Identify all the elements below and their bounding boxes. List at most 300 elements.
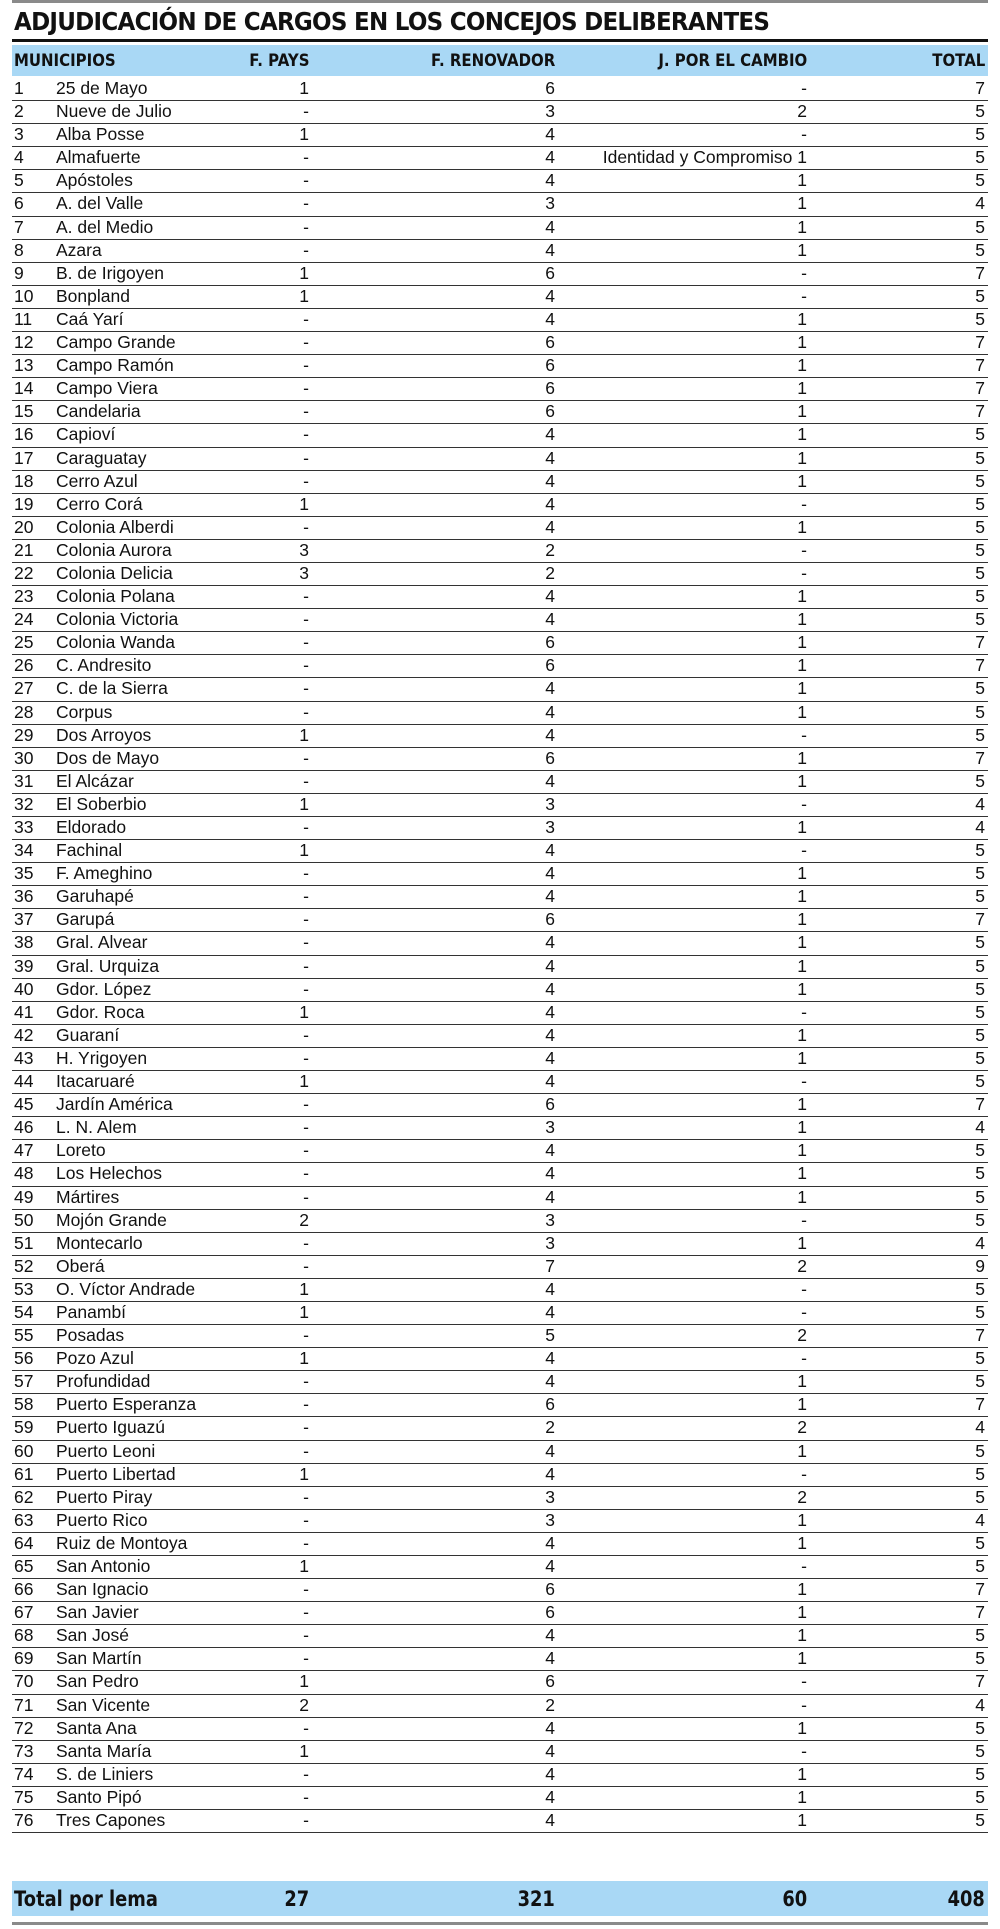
row-number: 71 (14, 1694, 34, 1715)
f-renovador-value: 6 (545, 747, 555, 768)
totals-total: 408 (947, 1887, 985, 1911)
row-number: 70 (14, 1671, 34, 1692)
total-value: 5 (975, 539, 985, 560)
municipio-name: San Vicente (56, 1694, 151, 1715)
row-number: 32 (14, 793, 34, 814)
j-por-el-cambio-value: - (801, 1694, 807, 1715)
f-renovador-value: 4 (545, 124, 555, 145)
f-pays-value: 2 (299, 1209, 309, 1230)
total-value: 5 (975, 239, 985, 260)
row-number: 7 (14, 216, 24, 237)
j-por-el-cambio-value: 1 (797, 1602, 807, 1623)
f-pays-value: 1 (299, 1071, 309, 1092)
f-pays-value: - (303, 609, 309, 630)
table-row (12, 424, 988, 447)
j-por-el-cambio-value: 1 (797, 239, 807, 260)
j-por-el-cambio-value: 1 (797, 1394, 807, 1415)
row-number: 72 (14, 1717, 34, 1738)
municipio-name: H. Yrigoyen (56, 1047, 148, 1068)
row-number: 1 (14, 78, 24, 98)
j-por-el-cambio-value: - (801, 1671, 807, 1692)
table-row (12, 655, 988, 678)
row-number: 4 (14, 147, 24, 168)
f-renovador-value: 2 (545, 1417, 555, 1438)
f-pays-value: 1 (299, 724, 309, 745)
f-renovador-value: 3 (545, 793, 555, 814)
municipio-name: Nueve de Julio (56, 101, 172, 122)
f-renovador-value: 4 (545, 724, 555, 745)
f-pays-value: 1 (299, 793, 309, 814)
row-number: 15 (14, 401, 34, 422)
table-row (12, 771, 988, 794)
table-body (12, 78, 988, 1833)
municipio-name: C. Andresito (56, 655, 152, 676)
municipio-name: Mojón Grande (56, 1209, 167, 1230)
table-row (12, 609, 988, 632)
row-number: 54 (14, 1301, 34, 1322)
j-por-el-cambio-value: - (801, 493, 807, 514)
table-header (12, 45, 988, 76)
f-pays-value: - (303, 170, 309, 191)
f-renovador-value: 4 (545, 516, 555, 537)
j-por-el-cambio-value: Identidad y Compromiso 1 (602, 147, 807, 168)
j-por-el-cambio-value: 1 (797, 1717, 807, 1738)
f-pays-value: - (303, 955, 309, 976)
row-number: 26 (14, 655, 34, 676)
f-renovador-value: 4 (545, 701, 555, 722)
f-pays-value: - (303, 1232, 309, 1253)
row-number: 46 (14, 1117, 34, 1138)
municipio-name: Puerto Libertad (56, 1463, 176, 1484)
row-number: 47 (14, 1140, 34, 1161)
table-row (12, 1625, 988, 1648)
total-value: 7 (975, 1394, 985, 1415)
f-renovador-value: 4 (545, 1463, 555, 1484)
j-por-el-cambio-value: - (801, 78, 807, 98)
f-renovador-value: 6 (545, 909, 555, 930)
table-row (12, 1394, 988, 1417)
municipio-name: S. de Liniers (56, 1763, 154, 1784)
table-row (12, 725, 988, 748)
row-number: 49 (14, 1186, 34, 1207)
municipio-name: Puerto Rico (56, 1509, 148, 1530)
f-pays-value: - (303, 1532, 309, 1553)
f-renovador-value: 4 (545, 955, 555, 976)
row-number: 43 (14, 1047, 34, 1068)
f-renovador-value: 6 (545, 1094, 555, 1115)
table-row (12, 263, 988, 286)
j-por-el-cambio-value: 1 (797, 678, 807, 699)
f-renovador-value: 6 (545, 262, 555, 283)
totals-f-pays: 27 (284, 1887, 309, 1911)
f-pays-value: 1 (299, 1671, 309, 1692)
municipio-name: Campo Ramón (56, 355, 174, 376)
municipio-name: Colonia Wanda (56, 632, 176, 653)
row-number: 33 (14, 817, 34, 837)
row-number: 66 (14, 1579, 34, 1600)
total-value: 7 (975, 1094, 985, 1115)
table-row (12, 563, 988, 586)
totals-j-por-el-cambio: 60 (782, 1887, 807, 1911)
f-renovador-value: 6 (545, 78, 555, 98)
row-number: 40 (14, 978, 34, 999)
total-value: 5 (975, 955, 985, 976)
table-row (12, 1279, 988, 1302)
table-row (12, 494, 988, 517)
row-number: 48 (14, 1163, 34, 1184)
row-number: 28 (14, 701, 34, 722)
j-por-el-cambio-value: 1 (797, 1625, 807, 1646)
table-row (12, 1256, 988, 1279)
total-value: 7 (975, 632, 985, 653)
total-value: 5 (975, 1071, 985, 1092)
municipio-name: Corpus (56, 701, 113, 722)
row-number: 30 (14, 747, 34, 768)
j-por-el-cambio-value: 1 (797, 447, 807, 468)
f-renovador-value: 6 (545, 632, 555, 653)
f-renovador-value: 6 (545, 332, 555, 353)
f-renovador-value: 4 (545, 609, 555, 630)
municipio-name: Guaraní (56, 1024, 120, 1045)
f-pays-value: - (303, 1024, 309, 1045)
total-value: 9 (975, 1255, 985, 1276)
f-pays-value: - (303, 632, 309, 653)
table-row (12, 1602, 988, 1625)
table-row (12, 1787, 988, 1810)
f-renovador-value: 4 (545, 1786, 555, 1807)
f-pays-value: - (303, 1417, 309, 1438)
j-por-el-cambio-value: 1 (797, 886, 807, 907)
j-por-el-cambio-value: 1 (797, 1509, 807, 1530)
table-row (12, 1556, 988, 1579)
row-number: 56 (14, 1348, 34, 1369)
f-pays-value: 1 (299, 262, 309, 283)
j-por-el-cambio-value: 1 (797, 863, 807, 884)
total-value: 5 (975, 101, 985, 122)
total-value: 5 (975, 1532, 985, 1553)
header-total: TOTAL (931, 51, 985, 71)
municipio-name: Cerro Corá (56, 493, 143, 514)
total-value: 7 (975, 1602, 985, 1623)
row-number: 74 (14, 1763, 34, 1784)
total-value: 4 (975, 1232, 985, 1253)
table-row (12, 979, 988, 1002)
table-row (12, 1417, 988, 1440)
total-value: 7 (975, 78, 985, 98)
f-pays-value: - (303, 1579, 309, 1600)
total-value: 5 (975, 1810, 985, 1831)
j-por-el-cambio-value: 1 (797, 401, 807, 422)
table-row (12, 1671, 988, 1694)
j-por-el-cambio-value: 1 (797, 1371, 807, 1392)
f-pays-value: 1 (299, 493, 309, 514)
table-row (12, 147, 988, 170)
municipio-name: Gdor. López (56, 978, 152, 999)
j-por-el-cambio-value: 1 (797, 1047, 807, 1068)
municipio-name: B. de Irigoyen (56, 262, 164, 283)
f-pays-value: - (303, 193, 309, 214)
j-por-el-cambio-value: 1 (797, 978, 807, 999)
f-pays-value: 3 (299, 562, 309, 583)
table-row (12, 1140, 988, 1163)
f-renovador-value: 4 (545, 470, 555, 491)
j-por-el-cambio-value: 1 (797, 909, 807, 930)
f-pays-value: - (303, 1648, 309, 1669)
f-renovador-value: 4 (545, 886, 555, 907)
table-row (12, 1487, 988, 1510)
f-renovador-value: 4 (545, 1532, 555, 1553)
table-row (12, 1325, 988, 1348)
row-number: 6 (14, 193, 24, 214)
table-row (12, 586, 988, 609)
f-pays-value: 2 (299, 1694, 309, 1715)
j-por-el-cambio-value: 1 (797, 1163, 807, 1184)
f-pays-value: - (303, 101, 309, 122)
f-renovador-value: 4 (545, 170, 555, 191)
title-rule (12, 39, 988, 42)
totals-f-renovador: 321 (517, 1887, 555, 1911)
table-row (12, 817, 988, 840)
f-pays-value: - (303, 655, 309, 676)
table-row (12, 1533, 988, 1556)
table-row (12, 1810, 988, 1833)
row-number: 75 (14, 1786, 34, 1807)
table-row (12, 309, 988, 332)
j-por-el-cambio-value: 1 (797, 355, 807, 376)
table-row (12, 517, 988, 540)
row-number: 12 (14, 332, 34, 353)
j-por-el-cambio-value: - (801, 1463, 807, 1484)
municipio-name: A. del Medio (56, 216, 154, 237)
header-f-renovador: F. RENOVADOR (430, 51, 555, 71)
municipio-name: Puerto Iguazú (56, 1417, 165, 1438)
f-pays-value: - (303, 586, 309, 607)
table-row (12, 1464, 988, 1487)
municipio-name: Caá Yarí (56, 308, 124, 329)
f-renovador-value: 4 (545, 932, 555, 953)
f-pays-value: 1 (299, 1740, 309, 1761)
f-pays-value: 1 (299, 1001, 309, 1022)
municipio-name: Gdor. Roca (56, 1001, 145, 1022)
municipio-name: Apóstoles (56, 170, 133, 191)
total-value: 5 (975, 1763, 985, 1784)
municipio-name: L. N. Alem (56, 1117, 137, 1138)
row-number: 16 (14, 424, 34, 445)
table-row (12, 170, 988, 193)
row-number: 60 (14, 1440, 34, 1461)
f-renovador-value: 4 (545, 1047, 555, 1068)
total-value: 5 (975, 424, 985, 445)
municipio-name: San Ignacio (56, 1579, 149, 1600)
row-number: 53 (14, 1278, 34, 1299)
row-number: 59 (14, 1417, 34, 1438)
f-renovador-value: 6 (545, 655, 555, 676)
municipio-name: Almafuerte (56, 147, 141, 168)
f-renovador-value: 4 (545, 1163, 555, 1184)
table-row (12, 1302, 988, 1325)
municipio-name: Candelaria (56, 401, 141, 422)
f-renovador-value: 6 (545, 1394, 555, 1415)
f-renovador-value: 4 (545, 1625, 555, 1646)
j-por-el-cambio-value: 1 (797, 1810, 807, 1831)
f-pays-value: - (303, 1786, 309, 1807)
municipio-name: C. de la Sierra (56, 678, 168, 699)
j-por-el-cambio-value: 2 (797, 1325, 807, 1346)
header-municipios: MUNICIPIOS (14, 51, 116, 71)
row-number: 22 (14, 562, 34, 583)
row-number: 34 (14, 840, 34, 861)
f-pays-value: 1 (299, 1348, 309, 1369)
table-row (12, 863, 988, 886)
f-pays-value: - (303, 909, 309, 930)
f-renovador-value: 4 (545, 1186, 555, 1207)
table-row (12, 101, 988, 124)
total-value: 5 (975, 124, 985, 145)
j-por-el-cambio-value: 1 (797, 701, 807, 722)
f-pays-value: - (303, 1440, 309, 1461)
municipio-name: Bonpland (56, 285, 130, 306)
f-pays-value: - (303, 424, 309, 445)
j-por-el-cambio-value: - (801, 1556, 807, 1576)
total-value: 5 (975, 147, 985, 168)
row-number: 19 (14, 493, 34, 514)
table-row (12, 1741, 988, 1764)
j-por-el-cambio-value: 1 (797, 332, 807, 353)
table-row (12, 909, 988, 932)
municipio-name: Puerto Leoni (56, 1440, 156, 1461)
f-pays-value: - (303, 1509, 309, 1530)
table-row (12, 1648, 988, 1671)
municipio-name: San José (56, 1625, 129, 1646)
total-value: 5 (975, 1625, 985, 1646)
total-value: 5 (975, 886, 985, 907)
row-number: 3 (14, 124, 24, 145)
table-row (12, 1441, 988, 1464)
f-renovador-value: 2 (545, 562, 555, 583)
row-number: 37 (14, 909, 34, 930)
f-pays-value: - (303, 770, 309, 791)
total-value: 7 (975, 378, 985, 399)
municipio-name: Cerro Azul (56, 470, 138, 491)
f-renovador-value: 4 (545, 1371, 555, 1392)
f-renovador-value: 6 (545, 1579, 555, 1600)
j-por-el-cambio-value: 1 (797, 609, 807, 630)
total-value: 5 (975, 932, 985, 953)
municipio-name: Jardín América (56, 1094, 173, 1115)
j-por-el-cambio-value: 1 (797, 1140, 807, 1161)
f-pays-value: - (303, 470, 309, 491)
j-por-el-cambio-value: 1 (797, 1186, 807, 1207)
j-por-el-cambio-value: 2 (797, 1255, 807, 1276)
f-renovador-value: 3 (545, 1486, 555, 1507)
f-pays-value: - (303, 1140, 309, 1161)
municipio-name: El Soberbio (56, 793, 147, 814)
row-number: 36 (14, 886, 34, 907)
j-por-el-cambio-value: 1 (797, 770, 807, 791)
row-number: 68 (14, 1625, 34, 1646)
f-renovador-value: 4 (545, 978, 555, 999)
j-por-el-cambio-value: 2 (797, 1486, 807, 1507)
f-renovador-value: 6 (545, 378, 555, 399)
row-number: 39 (14, 955, 34, 976)
j-por-el-cambio-value: 1 (797, 932, 807, 953)
municipio-name: Colonia Aurora (56, 539, 172, 560)
table-row (12, 886, 988, 909)
table-row (12, 1233, 988, 1256)
total-value: 5 (975, 1463, 985, 1484)
total-value: 5 (975, 447, 985, 468)
j-por-el-cambio-value: 1 (797, 424, 807, 445)
row-number: 57 (14, 1371, 34, 1392)
j-por-el-cambio-value: 1 (797, 1786, 807, 1807)
table-row (12, 193, 988, 216)
j-por-el-cambio-value: 1 (797, 955, 807, 976)
municipio-name: Colonia Victoria (56, 609, 179, 630)
f-pays-value: 1 (299, 1301, 309, 1322)
municipio-name: Los Helechos (56, 1163, 163, 1184)
table-row (12, 1187, 988, 1210)
f-pays-value: - (303, 1394, 309, 1415)
f-pays-value: - (303, 863, 309, 884)
j-por-el-cambio-value: - (801, 1209, 807, 1230)
row-number: 5 (14, 170, 24, 191)
row-number: 52 (14, 1255, 34, 1276)
table-row (12, 1718, 988, 1741)
total-value: 5 (975, 678, 985, 699)
j-por-el-cambio-value: - (801, 1301, 807, 1322)
f-pays-value: - (303, 516, 309, 537)
municipio-name: Dos de Mayo (56, 747, 160, 768)
municipio-name: Fachinal (56, 840, 123, 861)
table-row (12, 1764, 988, 1787)
total-value: 5 (975, 609, 985, 630)
f-renovador-value: 6 (545, 1671, 555, 1692)
total-value: 4 (975, 817, 985, 837)
row-number: 25 (14, 632, 34, 653)
table-row (12, 332, 988, 355)
total-value: 5 (975, 840, 985, 861)
f-renovador-value: 4 (545, 216, 555, 237)
row-number: 45 (14, 1094, 34, 1115)
row-number: 8 (14, 239, 24, 260)
total-value: 5 (975, 1348, 985, 1369)
municipio-name: Santa María (56, 1740, 152, 1761)
municipio-name: San Javier (56, 1602, 139, 1623)
municipio-name: Tres Capones (56, 1810, 166, 1831)
municipio-name: Santa Ana (56, 1717, 137, 1738)
f-pays-value: - (303, 147, 309, 168)
total-value: 7 (975, 262, 985, 283)
municipio-name: Posadas (56, 1325, 125, 1346)
j-por-el-cambio-value: 1 (797, 1117, 807, 1138)
table-row (12, 678, 988, 701)
f-renovador-value: 4 (545, 1024, 555, 1045)
f-pays-value: - (303, 1117, 309, 1138)
f-pays-value: - (303, 978, 309, 999)
f-pays-value: - (303, 817, 309, 837)
f-pays-value: - (303, 1255, 309, 1276)
total-value: 7 (975, 655, 985, 676)
table-row (12, 1025, 988, 1048)
municipio-name: Capioví (56, 424, 116, 445)
municipio-name: San Pedro (56, 1671, 139, 1692)
table-row (12, 1348, 988, 1371)
f-renovador-value: 5 (545, 1325, 555, 1346)
table-row (12, 355, 988, 378)
header-j-por-el-cambio: J. POR EL CAMBIO (658, 51, 807, 71)
f-pays-value: - (303, 1371, 309, 1392)
j-por-el-cambio-value: 1 (797, 586, 807, 607)
